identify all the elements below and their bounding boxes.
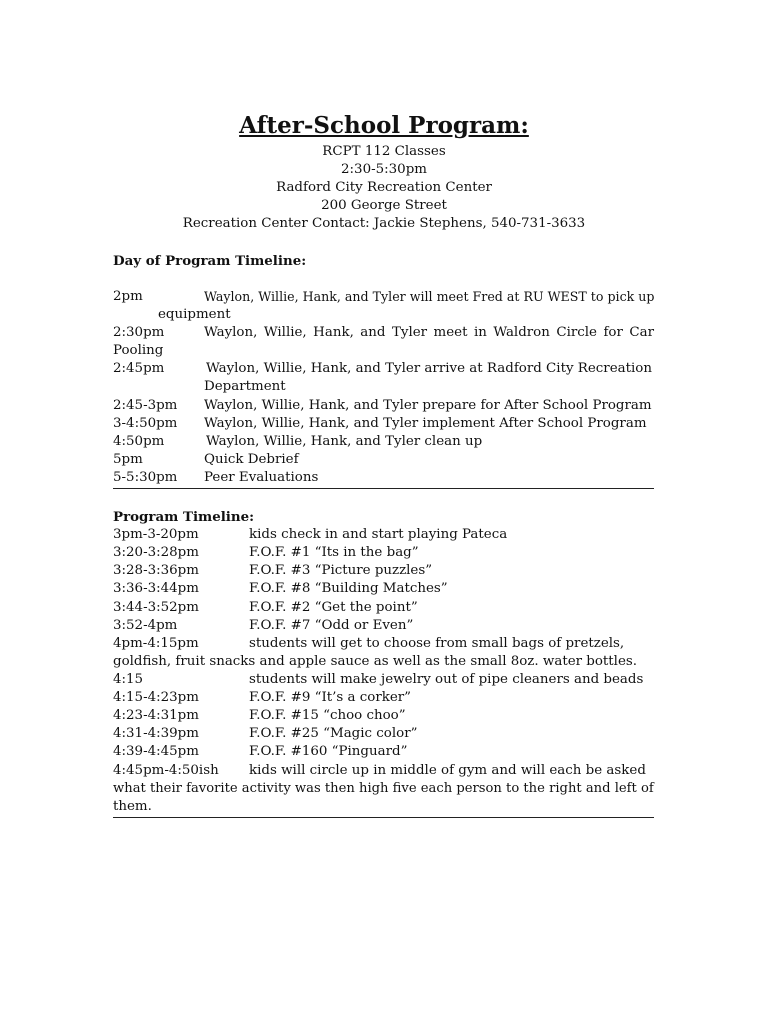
activity-text: F.O.F. #7 “Odd or Even” [249, 618, 414, 633]
time-label: 4:45pm-4:50ish [113, 763, 219, 778]
section-divider [113, 817, 654, 818]
activity-text: kids check in and start playing Pateca [249, 527, 508, 542]
activity-text: F.O.F. #15 “choo choo” [249, 708, 406, 723]
activity-text: Waylon, Willie, Hank, and Tyler will meet Fred at RU WEST to pick up [204, 289, 655, 304]
time-label: 4:23-4:31pm [113, 708, 199, 723]
contact-line: Recreation Center Contact: Jackie Stephens, 540-731-3633 [182, 216, 586, 231]
program-timeline-heading: Program Timeline: [113, 509, 255, 525]
time-label: 2pm [113, 289, 143, 304]
time-label: 3:52-4pm [113, 618, 178, 633]
activity-text-continuation: Department [204, 379, 286, 394]
activity-text-continuation: what their favorite activity was then high five each person to the right and left of [113, 781, 654, 796]
time-label: 2:45-3pm [113, 398, 178, 413]
time-label: 2:30pm [113, 325, 165, 340]
activity-text: Waylon, Willie, Hank, and Tyler meet in Waldron Circle for Car [204, 325, 654, 340]
time-label: 4:50pm [113, 434, 165, 449]
activity-text: F.O.F. #2 “Get the point” [249, 600, 418, 615]
activity-text: F.O.F. #3 “Picture puzzles” [249, 563, 433, 578]
activity-text: F.O.F. #160 “Pinguard” [249, 744, 408, 759]
activity-text-continuation: equipment [158, 307, 231, 322]
activity-text: F.O.F. #9 “It’s a corker” [249, 690, 412, 705]
time-label: 3:28-3:36pm [113, 563, 199, 578]
activity-text: F.O.F. #25 “Magic color” [249, 726, 418, 741]
time-label: 4:15-4:23pm [113, 690, 199, 705]
time-label: 4:39-4:45pm [113, 744, 199, 759]
location-line: Radford City Recreation Center [276, 180, 492, 195]
activity-text-continuation: them. [113, 799, 152, 814]
activity-text-continuation: Pooling [113, 343, 164, 358]
activity-text: Quick Debrief [204, 452, 299, 467]
activity-text: Waylon, Willie, Hank, and Tyler clean up [206, 434, 483, 449]
time-label: 3:44-3:52pm [113, 600, 199, 615]
page-title: After-School Program: [239, 112, 529, 139]
time-label: 2:45pm [113, 361, 165, 376]
activity-text: F.O.F. #8 “Building Matches” [249, 581, 448, 596]
activity-text: F.O.F. #1 “Its in the bag” [249, 545, 419, 560]
activity-text: Peer Evaluations [204, 470, 319, 485]
time-label: 3-4:50pm [113, 416, 178, 431]
time-label: 3:36-3:44pm [113, 581, 199, 596]
time-label: 4:31-4:39pm [113, 726, 199, 741]
activity-text: students will get to choose from small bags of pretzels, [249, 636, 625, 651]
activity-text: students will make jewelry out of pipe cleaners and beads [249, 672, 644, 687]
time-label: 3pm-3-20pm [113, 527, 199, 542]
course-line: RCPT 112 Classes [322, 144, 446, 159]
time-label: 4pm-4:15pm [113, 636, 199, 651]
activity-text: Waylon, Willie, Hank, and Tyler implement After School Program [204, 416, 647, 431]
time-label: 3:20-3:28pm [113, 545, 199, 560]
time-line: 2:30-5:30pm [341, 162, 427, 177]
section-divider [113, 488, 654, 489]
activity-text: Waylon, Willie, Hank, and Tyler prepare for After School Program [204, 398, 652, 413]
activity-text: Waylon, Willie, Hank, and Tyler arrive at Radford City Recreation [206, 361, 652, 376]
address-line: 200 George Street [321, 198, 447, 213]
time-label: 5pm [113, 452, 143, 467]
time-label: 4:15 [113, 672, 144, 687]
activity-text-continuation: goldfish, fruit snacks and apple sauce as well as the small 8oz. water bottles. [113, 654, 638, 669]
time-label: 5-5:30pm [113, 470, 178, 485]
activity-text: kids will circle up in middle of gym and will each be asked [249, 763, 646, 778]
day-timeline-heading: Day of Program Timeline: [113, 253, 307, 269]
